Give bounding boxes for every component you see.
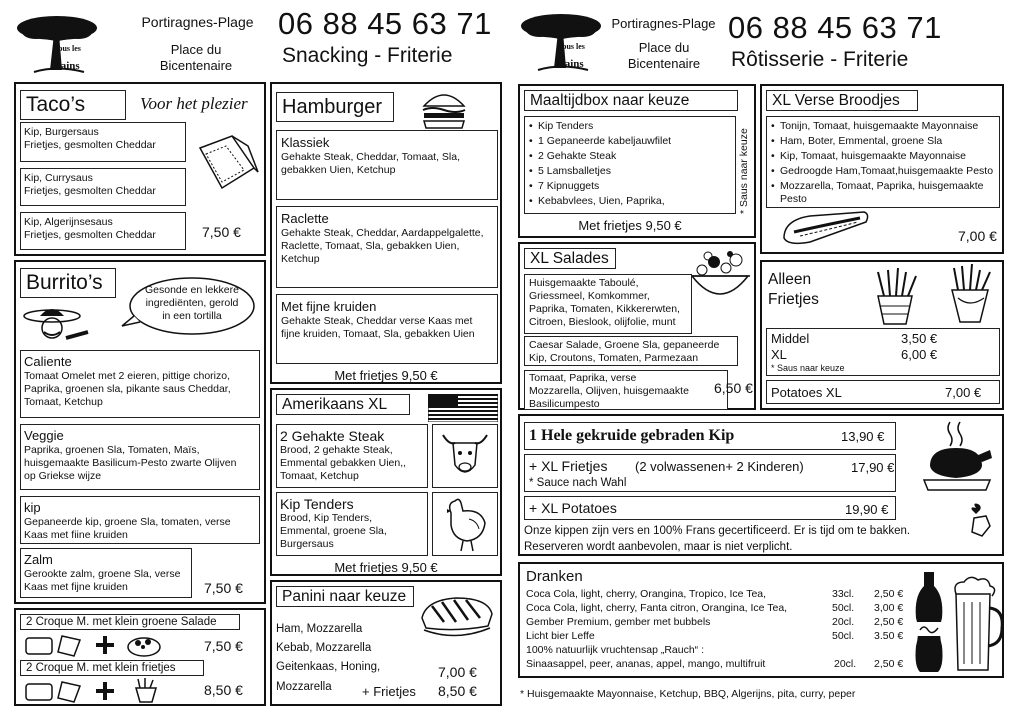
dranken-title: Dranken <box>526 568 583 585</box>
right-place-line2: Bicentenaire <box>627 56 701 71</box>
frietjes-xl-price: 6,00 € <box>901 347 938 362</box>
kip-row-price: 13,90 € <box>841 429 885 444</box>
drank-name: Coca Cola, light, cherry, Orangina, Tropico, Ice Tea, <box>526 588 767 600</box>
kip-row-label: + XL Frietjes <box>529 458 608 474</box>
burrito-item-desc: huisgemaakte Basilicum-Pesto zwarte Olijven <box>24 457 237 469</box>
broodjes-panel <box>760 84 1004 254</box>
salade-desc: Basilicumpesto <box>529 398 600 410</box>
broodjes-item: • Mozzarella, Tomaat, Paprika, huisgemaakte <box>771 180 995 193</box>
drank-price: 2,50 € <box>874 616 904 628</box>
hamburger-item-desc: gebakken Uien, Ketchup <box>281 164 396 176</box>
salade-desc: Griessmeel, Komkommer, <box>529 290 650 302</box>
frietjes-xl-label: XL <box>771 347 787 362</box>
drank-size: 50cl. <box>832 630 855 642</box>
salade-item <box>524 336 738 366</box>
broodjes-item: • Gedroogde Ham,Tomaat,huisgemaakte Pesto <box>771 165 995 178</box>
tacos-item-name: Kip, Currysaus <box>24 172 93 184</box>
left-subtitle: Snacking - Friterie <box>282 44 453 67</box>
kip-row-label: + XL Potatoes <box>529 500 617 516</box>
salad-bowl-icon <box>686 248 754 310</box>
frietjes-panel <box>760 260 1004 410</box>
croque-frietjes-label: 2 Croque M. met klein frietjes <box>20 660 204 676</box>
burrito-item-desc: Tomaat Omelet met 2 eieren, pittige chorizo, <box>24 370 231 382</box>
maaltijdbox-item: • 2 Gehakte Steak <box>529 150 731 163</box>
bubble-line: Gesonde en lekkere <box>145 284 239 296</box>
burrito-item <box>20 424 260 490</box>
salade-desc: Huisgemaakte Taboulé, <box>529 277 639 289</box>
burritos-panel <box>14 260 266 604</box>
panini-item: Kebab, Mozzarella <box>276 642 372 654</box>
tacos-tagline: Voor het plezier <box>140 94 248 113</box>
panini-extra-price: 8,50 € <box>438 683 477 699</box>
panini-icon <box>416 592 498 644</box>
burrito-item-name: Zalm <box>24 552 53 567</box>
right-logo <box>518 8 604 78</box>
us-flag-icon <box>428 394 498 422</box>
frietjes-title-line2: Frietjes <box>768 291 819 308</box>
hamburger-item-desc: fijne kruiden, Tomaat, Sla, gebakken Uien <box>281 328 475 340</box>
maaltijdbox-side-note: * Saus naar keuze <box>738 128 750 214</box>
frietjes-note: * Saus naar keuze <box>771 363 845 373</box>
drank-name: Sinaasappel, peer, ananas, appel, mango, multifruit <box>526 658 766 670</box>
burrito-item-desc: Tomaat, Ketchup <box>24 396 103 408</box>
frietjes-middel-label: Middel <box>771 331 810 346</box>
croque-salade-label: 2 Croque M. met klein groene Salade <box>20 614 240 630</box>
maaltijdbox-item: • 7 Kipnuggets <box>529 180 731 193</box>
salade-desc: Paprika, Tomaten, Kikkererwten, <box>529 303 680 315</box>
croque-salade-price: 7,50 € <box>204 638 243 654</box>
croque-frietjes-price: 8,50 € <box>204 682 243 698</box>
burritos-bubble-text <box>134 284 250 323</box>
salade-item <box>524 370 728 410</box>
drank-price: 3,00 € <box>874 602 904 614</box>
fries-basket-icon <box>868 268 922 328</box>
hamburger-item-desc: Gehakte Steak, Cheddar, Aardappelgalette, <box>281 227 484 239</box>
drank-name: Licht bier Leffe <box>526 630 595 642</box>
maaltijdbox-item: • 1 Gepaneerde kabeljauwfilet <box>529 135 731 148</box>
hamburger-item-name: Raclette <box>281 211 329 226</box>
panini-item: Geitenkaas, Honing, <box>276 661 381 673</box>
fries-cone-icon <box>944 264 996 324</box>
croque-panel <box>14 608 266 706</box>
amerikaans-item-desc: Emmental gebakken Uien,, <box>280 457 407 469</box>
broodjes-list <box>766 116 1000 208</box>
bull-icon <box>433 425 497 487</box>
broodjes-price: 7,00 € <box>958 228 997 244</box>
burritos-price: 7,50 € <box>204 580 243 596</box>
hamburger-item-desc: Gehakte Steak, Cheddar verse Kaas met <box>281 315 473 327</box>
panini-extra: + Frietjes <box>362 684 416 699</box>
tacos-item-desc: Frietjes, gesmolten Cheddar <box>24 139 156 151</box>
hamburger-item-desc: Gehakte Steak, Cheddar, Tomaat, Sla, <box>281 151 460 163</box>
logo-text-top: Sous les <box>54 44 81 53</box>
maaltijdbox-list <box>524 116 736 214</box>
logo-text-bottom: Pains <box>558 58 584 70</box>
tacos-item <box>20 122 186 162</box>
frietjes-potatoes-label: Potatoes XL <box>771 385 842 400</box>
salades-panel <box>518 242 756 410</box>
burritos-title: Burrito’s <box>20 268 116 298</box>
salade-item <box>524 274 692 334</box>
burrito-item-desc: op Griekse wijze <box>24 470 102 482</box>
drank-size: 20cl. <box>834 658 857 670</box>
tacos-item <box>20 212 186 250</box>
broodjes-item: • Ham, Boter, Emmental, groene Sla <box>771 135 995 148</box>
burrito-item-desc: Gepaneerde kip, groene Sla, tomaten, verse <box>24 516 231 528</box>
kip-note-line1: Onze kippen zijn vers en 100% Frans gecertificeerd. Er is tijd om te bakken. <box>524 525 911 537</box>
roast-chicken-icon <box>920 418 996 496</box>
salade-desc: Kip, Croutons, Tomaten, Parmezaan <box>529 352 699 364</box>
right-phone[interactable]: 06 88 45 63 71 <box>728 10 942 45</box>
logo-text-top: Sous les <box>558 42 585 51</box>
salades-title: XL Salades <box>524 248 616 269</box>
amerikaans-footer: Met frietjes 9,50 € <box>334 560 438 575</box>
kip-row-detail: (2 volwassenen+ 2 Kinderen) <box>635 459 804 474</box>
burrito-item-name: Caliente <box>24 354 72 369</box>
maaltijdbox-footer: Met frietjes 9,50 € <box>578 218 682 233</box>
kip-row-number: 1 <box>529 427 537 444</box>
right-place-line1: Place du <box>638 40 690 55</box>
drank-size: 33cl. <box>832 588 855 600</box>
hamburger-item <box>276 294 498 364</box>
tacos-item-desc: Frietjes, gesmolten Cheddar <box>24 229 156 241</box>
burrito-item <box>20 496 260 544</box>
panini-item: Ham, Mozzarella <box>276 623 363 635</box>
drank-price: 2,50 € <box>874 658 904 670</box>
frietjes-potatoes-price: 7,00 € <box>945 385 982 400</box>
croque-salade-icons <box>24 632 174 658</box>
amerikaans-item <box>276 424 428 488</box>
hamburger-item-desc: Raclette, Tomaat, Sla, gebakken Uien, <box>281 240 460 252</box>
juice-title: 100% natuurlijk vruchtensap „Rauch“ : <box>526 644 705 656</box>
tacos-item <box>20 168 186 206</box>
burrito-item-desc: Gerookte zalm, groene Sla, verse <box>24 568 181 580</box>
drank-size: 20cl. <box>832 616 855 628</box>
cola-bottle-icon <box>910 570 948 674</box>
panini-title: Panini naar keuze <box>276 586 414 607</box>
sauces-footnote: * Huisgemaakte Mayonnaise, Ketchup, BBQ, Algerijns, pita, curry, peper <box>520 688 856 700</box>
kip-panel <box>518 414 1004 556</box>
panini-item: Mozzarella <box>276 681 332 693</box>
kip-row-label: Hele gekruide gebraden Kip <box>541 427 735 444</box>
mexican-chef-icon <box>22 302 92 352</box>
kip-row-potatoes <box>524 496 896 520</box>
hamburger-footer: Met frietjes 9,50 € <box>334 368 438 383</box>
burrito-item-desc: Kaas met fijne kruiden <box>24 581 128 593</box>
hamburger-item-name: Klassiek <box>281 135 330 150</box>
tacos-price: 7,50 € <box>202 224 241 240</box>
amerikaans-item-name: 2 Gehakte Steak <box>280 428 385 444</box>
hamburger-panel <box>270 82 502 384</box>
panini-price: 7,00 € <box>438 664 477 680</box>
frietjes-middel-price: 3,50 € <box>901 331 938 346</box>
bubble-line: ingrediënten, gerold <box>145 297 239 309</box>
tacos-title: Taco’s <box>20 90 126 120</box>
hamburger-title: Hamburger <box>276 92 394 122</box>
left-phone[interactable]: 06 88 45 63 71 <box>278 6 492 41</box>
kip-row-price: 17,90 € <box>851 460 895 475</box>
chicken-icon <box>433 493 497 555</box>
hamburger-item <box>276 206 498 288</box>
burrito-item-desc: Paprika, groenen Sla, Tomaten, Maïs, <box>24 444 200 456</box>
tacos-item-desc: Frietjes, gesmolten Cheddar <box>24 185 156 197</box>
hamburger-item-desc: Ketchup <box>281 253 320 265</box>
salade-desc: Caesar Salade, Groene Sla, gepaneerde <box>529 339 720 351</box>
amerikaans-title: Amerikaans XL <box>276 394 410 415</box>
drank-price: 2,50 € <box>874 588 904 600</box>
drank-name: Coca Cola, light, cherry, Fanta citron, Orangina, Ice Tea, <box>526 602 788 614</box>
kip-row-price: 19,90 € <box>845 502 889 517</box>
left-place-line2: Bicentenaire <box>159 58 233 73</box>
right-town: Portiragnes-Plage <box>611 16 716 31</box>
broodjes-item: • Tonijn, Tomaat, huisgemaakte Mayonnaise <box>771 120 995 133</box>
amerikaans-item-desc: Brood, 2 gehakte Steak, <box>280 444 393 456</box>
kip-row-note: * Sauce nach Wahl <box>529 477 627 489</box>
amerikaans-item-desc: Brood, Kip Tenders, <box>280 512 373 524</box>
kip-note-line2: Reserveren wordt aanbevolen, maar is niet verplicht. <box>524 541 793 553</box>
maaltijdbox-item: • Kip Tenders <box>529 120 731 133</box>
amerikaans-panel <box>270 388 502 576</box>
kip-row-frietjes <box>524 454 896 492</box>
salade-desc: Citroen, Bieslook, olijfolie, munt <box>529 316 676 328</box>
frietjes-title-line1: Alleen <box>768 271 812 288</box>
chicken-icon-box <box>432 492 498 556</box>
maaltijdbox-title: Maaltijdbox naar keuze <box>524 90 738 111</box>
maaltijdbox-item: • Kebabvlees, Uien, Paprika, <box>529 195 731 208</box>
burrito-item <box>20 350 260 418</box>
amerikaans-item-name: Kip Tenders <box>280 496 354 512</box>
tacos-item-name: Kip, Algerijnsesaus <box>24 216 113 228</box>
burrito-item-desc: Kaas met fiine kruiden <box>24 529 128 541</box>
tacos-item-name: Kip, Burgersaus <box>24 126 99 138</box>
burrito-item-name: Veggie <box>24 428 64 443</box>
heart-hand-icon <box>966 502 996 538</box>
drank-size: 50cl. <box>832 602 855 614</box>
left-place-line1: Place du <box>170 42 222 57</box>
beer-glass-icon <box>950 574 1004 674</box>
left-town: Portiragnes-Plage <box>141 14 254 30</box>
amerikaans-item <box>276 492 428 556</box>
burrito-item-name: kip <box>24 500 41 515</box>
burrito-item-desc: Paprika, groenen sla, pikante saus Cheddar, <box>24 383 231 395</box>
amerikaans-item-desc: Tomaat, Ketchup <box>280 470 359 482</box>
croque-frietjes-icons <box>24 678 174 704</box>
drank-name: Gember Premium, gember met bubbels <box>526 616 711 628</box>
hamburger-item-name: Met fijne kruiden <box>281 299 377 314</box>
logo-text-bottom: Pains <box>54 60 80 72</box>
dranken-panel <box>518 562 1004 678</box>
broodjes-title: XL Verse Broodjes <box>766 90 918 111</box>
burrito-item <box>20 548 192 598</box>
salade-desc: Tomaat, Paprika, verse <box>529 372 637 384</box>
frietjes-potatoes <box>766 380 1000 404</box>
salade-desc: Mozzarella, Olijven, huisgemaakte <box>529 385 689 397</box>
taco-icon <box>192 128 262 208</box>
drank-price: 3.50 € <box>874 630 904 642</box>
hamburger-item <box>276 130 498 200</box>
broodjes-item: • Kip, Tomaat, huisgemaakte Mayonnaise <box>771 150 995 163</box>
amerikaans-item-desc: Burgersaus <box>280 538 334 550</box>
hamburger-icon <box>420 86 468 130</box>
bubble-line: in een tortilla <box>162 310 222 322</box>
maaltijdbox-panel <box>518 84 756 238</box>
salades-price: 6,50 € <box>714 380 753 396</box>
kip-row-whole <box>524 422 896 450</box>
bull-icon-box <box>432 424 498 488</box>
maaltijdbox-item: • 5 Lamsballetjes <box>529 165 731 178</box>
panini-panel <box>270 580 502 706</box>
broodjes-item-cont: Pesto <box>780 193 807 205</box>
frietjes-sizes <box>766 328 1000 376</box>
left-logo <box>14 10 100 80</box>
right-subtitle: Rôtisserie - Friterie <box>731 48 909 71</box>
baguette-icon <box>780 208 872 248</box>
tacos-panel <box>14 82 266 256</box>
amerikaans-item-desc: Emmental, groene Sla, <box>280 525 387 537</box>
